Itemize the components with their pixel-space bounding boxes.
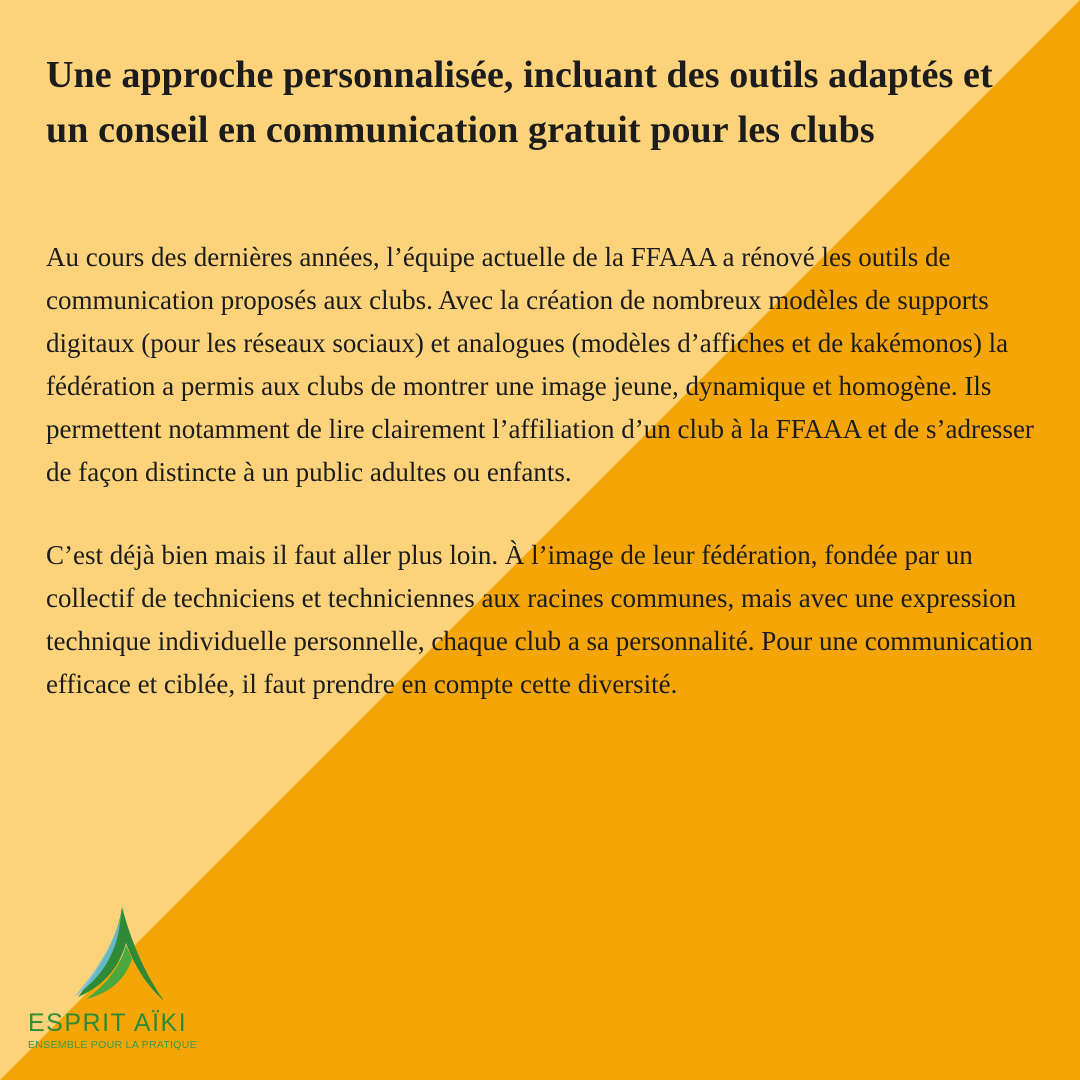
paragraph-2: C’est déjà bien mais il faut aller plus loin. À l’image de leur fédération, fondée par un collectif de techniciens et techniciennes aux racines communes, mais avec une expression technique individuelle personnelle, chaque club a sa personnalité. Pour une communication efficace et ciblée, il faut prendre en compte cette diversité. (46, 540, 1033, 699)
text-content (46, 48, 1036, 706)
page-title: Une approche personnalisée, incluant des outils adaptés et un conseil en communication gratuit pour les clubs (46, 54, 993, 151)
mountain-leaf-logo-icon (60, 905, 180, 1005)
paragraph-1: Au cours des dernières années, l’équipe actuelle de la FFAAA a rénové les outils de communication proposés aux clubs. Avec la création de nombreux modèles de supports digitaux (pour les réseaux sociaux) et analogues (modèles d’affiches et de kakémonos) la fédération a permis aux clubs de montrer une image jeune, dynamique et homogène. Ils permettent notamment de lire clairement l’affiliation d’un club à la FFAAA et de s’adresser de façon distincte à un public adultes ou enfants. (46, 242, 1034, 487)
esprit-aiki-logo (28, 905, 198, 1055)
logo-name: ESPRIT AÏKI (28, 1009, 188, 1037)
logo-tagline: ENSEMBLE POUR LA PRATIQUE (28, 1039, 197, 1051)
